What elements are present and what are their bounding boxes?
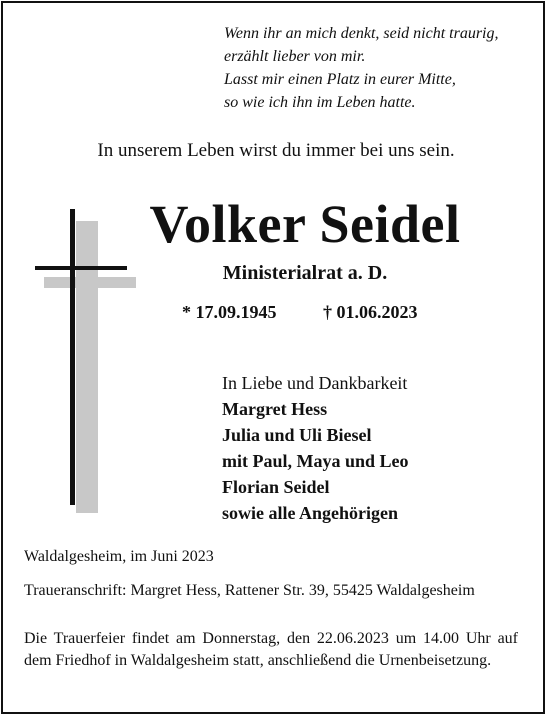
family-member: Julia und Uli Biesel	[222, 425, 372, 445]
death-date: † 01.06.2023	[323, 302, 418, 322]
place-date: Waldalgesheim, im Juni 2023	[24, 548, 214, 565]
cross-horizontal	[35, 266, 127, 270]
cross-shadow-horizontal	[44, 277, 136, 288]
family-member: mit Paul, Maya und Leo	[222, 451, 409, 471]
poem-line: Lasst mir einen Platz in eurer Mitte,	[224, 71, 456, 88]
poem	[224, 22, 534, 114]
deceased-name: Volker Seidel	[149, 194, 461, 254]
motto-text: In unserem Leben wirst du immer bei uns sein.	[97, 140, 455, 161]
deceased-title: Ministerialrat a. D.	[222, 262, 388, 284]
family-member: Florian Seidel	[222, 477, 330, 497]
family-member: Margret Hess	[222, 399, 328, 419]
cross-icon	[30, 205, 140, 515]
ceremony-info: Die Trauerfeier findet am Donnerstag, den 22.06.2023 um 14.00 Uhr auf dem Friedhof in Waldalgesheim statt, anschließend die Urnenbeisetzung.	[24, 630, 518, 669]
mourning-address: Traueranschrift: Margret Hess, Rattener Str. 39, 55425 Waldalgesheim	[24, 582, 475, 599]
birth-date: * 17.09.1945	[182, 302, 277, 322]
cross-shadow-vertical	[76, 221, 98, 513]
cross-vertical	[70, 209, 75, 505]
family-member: sowie alle Angehörigen	[222, 503, 398, 523]
family-intro: In Liebe und Dankbarkeit	[222, 373, 408, 393]
poem-line: so wie ich ihn im Leben hatte.	[224, 94, 416, 111]
family-block	[222, 370, 409, 526]
poem-line: erzählt lieber von mir.	[224, 48, 366, 65]
motto-line	[0, 140, 550, 162]
poem-line: Wenn ihr an mich denkt, seid nicht traurig,	[224, 25, 499, 42]
